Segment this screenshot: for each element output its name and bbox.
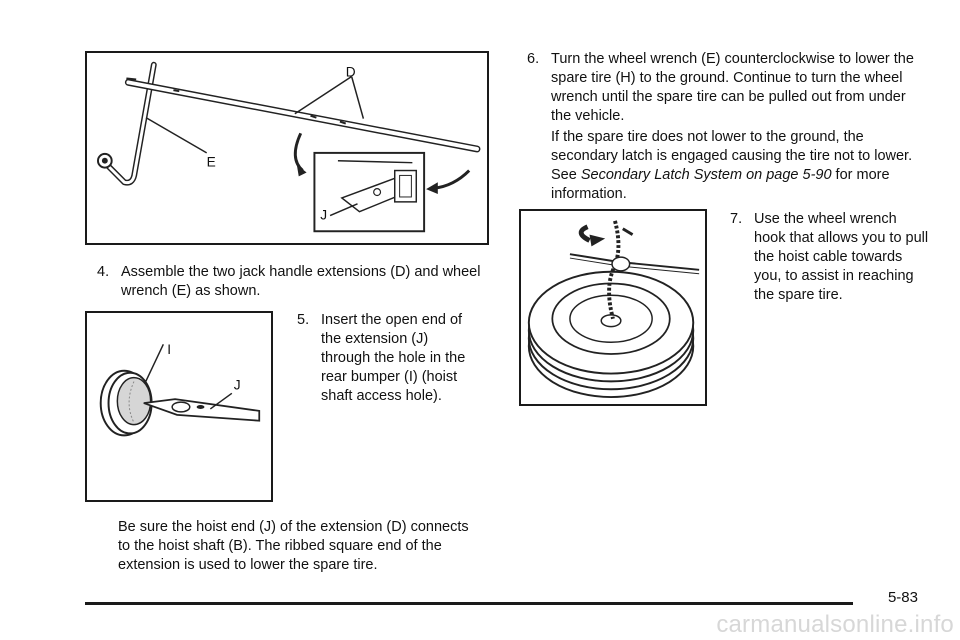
step-7 bbox=[730, 210, 930, 305]
step-4-number: 4. bbox=[97, 264, 110, 280]
step-5-text: Insert the open end of the extension (J) through the hole in the rear bumper (I) (hoist shaft access hole). bbox=[321, 312, 466, 404]
step-6-number: 6. bbox=[527, 51, 540, 67]
secondary-latch-reference: Secondary Latch System on page 5-90 bbox=[580, 167, 832, 183]
step-4 bbox=[97, 263, 482, 301]
step-4-text: Assemble the two jack handle extensions (D) and wheel wrench (E) as shown. bbox=[121, 264, 481, 299]
secondary-latch-paragraph bbox=[551, 128, 921, 204]
watermark: carmanualsonline.info bbox=[716, 611, 954, 638]
jack-handle-assembly-figure bbox=[85, 51, 489, 245]
label-i: I bbox=[167, 342, 172, 358]
step-7-text: Use the wheel wrench hook that allows you to pull the hoist cable towards you, to assist in reaching the spare tire. bbox=[754, 211, 929, 303]
page-number: 5-83 bbox=[887, 589, 918, 606]
bumper-hole-illustration bbox=[87, 313, 271, 500]
label-j-bumper: J bbox=[233, 377, 241, 393]
jack-handle-assembly-illustration bbox=[87, 53, 487, 243]
footer-rule bbox=[85, 602, 853, 605]
step-5 bbox=[297, 311, 477, 406]
latch-text-after: for more information. bbox=[551, 167, 890, 202]
step-6 bbox=[527, 50, 927, 126]
label-d: D bbox=[345, 64, 356, 80]
hoist-note-paragraph: Be sure the hoist end (J) of the extension (D) connects to the hoist shaft (B). The ribbed square end of the extension is used to lower the spare tire. bbox=[118, 519, 469, 573]
latch-text-before: If the spare tire does not lower to the ground, the secondary latch is engaged causing the tire not to lower. See bbox=[551, 129, 913, 183]
step-7-number: 7. bbox=[730, 211, 743, 227]
label-j: J bbox=[320, 207, 328, 223]
step-6-text: Turn the wheel wrench (E) counterclockwise to lower the spare tire (H) to the ground. Continue to turn the wheel wrench until the spare tire can be pulled out from under the vehicle. bbox=[551, 51, 914, 124]
spare-tire-illustration bbox=[521, 211, 705, 404]
bumper-hole-figure bbox=[85, 311, 273, 502]
label-e: E bbox=[206, 154, 216, 170]
spare-tire-figure bbox=[519, 209, 707, 406]
step-5-number: 5. bbox=[297, 312, 310, 328]
